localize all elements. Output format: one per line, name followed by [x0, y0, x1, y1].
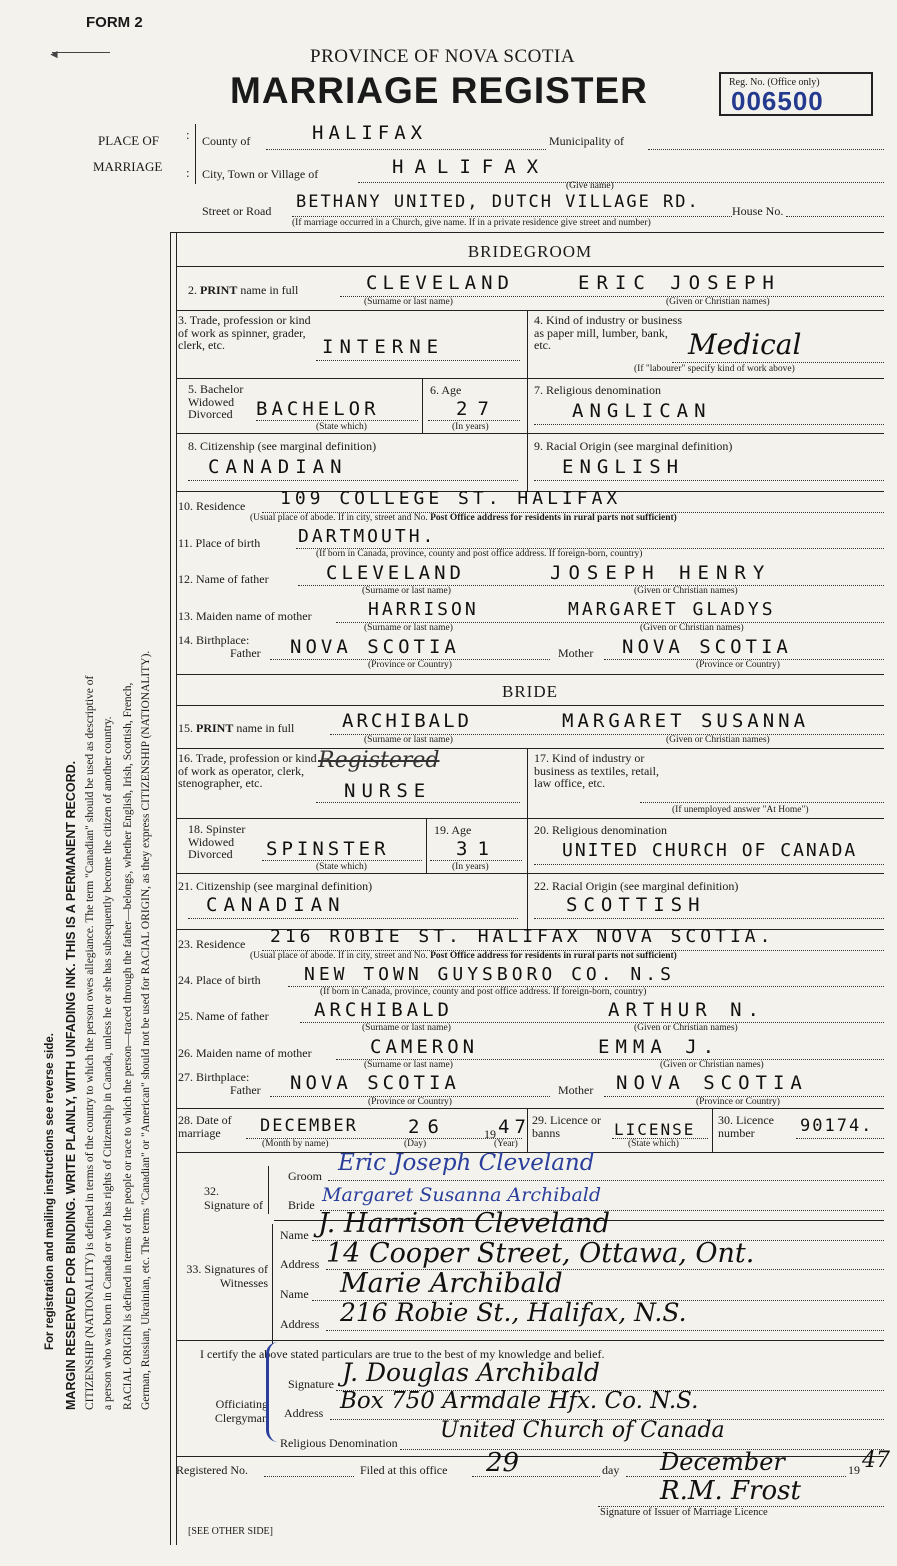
witness2-address: 216 Robie St., Halifax, N.S.: [340, 1298, 687, 1327]
groom-sig-label: Groom: [288, 1169, 322, 1183]
registered-no-line: [264, 1476, 354, 1477]
filed-label: Filed at this office: [360, 1463, 448, 1477]
house-no-label: House No.: [732, 204, 784, 218]
groom-birthplace-father: NOVA SCOTIA: [290, 636, 460, 658]
groom-mother-given: MARGARET GLADYS: [568, 599, 776, 620]
marriage-day: 26: [408, 1116, 447, 1138]
year-note: (Year): [494, 1139, 518, 1149]
groom-given: ERIC JOSEPH: [578, 272, 781, 294]
given-note: (Given or Christian names): [666, 297, 770, 307]
groom-mother-surname: HARRISON: [368, 599, 479, 620]
groom-racial: ENGLISH: [562, 456, 685, 478]
bride-residence: 216 ROBIE ST. HALIFAX NOVA SCOTIA.: [270, 926, 775, 947]
marriage-year: 47: [498, 1116, 531, 1138]
date-label: 28. Date of marriage: [178, 1113, 232, 1140]
witness2-name-label: Name: [280, 1287, 309, 1301]
clergy-address-label: Address: [284, 1406, 324, 1420]
given-note-4: (Given or Christian names): [666, 735, 770, 745]
witness1-name-label: Name: [280, 1228, 309, 1242]
witness2-address-line: [326, 1330, 884, 1331]
bride-racial-line: [534, 918, 884, 919]
brace-colon-2: :: [186, 165, 190, 180]
groom-birthplace-father-label: Father: [230, 646, 261, 660]
witness2-address-label: Address: [280, 1317, 320, 1331]
bride-status-label: 18. Spinster Widowed Divorced: [188, 822, 246, 861]
county-line: [266, 149, 546, 150]
margin-instructions: [0, 0, 170, 1566]
filed-day: 29: [486, 1448, 520, 1478]
groom-status: BACHELOR: [256, 398, 380, 420]
bride-mother-given: EMMA J.: [598, 1036, 721, 1058]
bride-trade: NURSE: [344, 780, 432, 802]
province-note-2: (Province or Country): [696, 660, 780, 670]
arrow-head-icon: ◄: [48, 47, 60, 61]
reg-no: 006500: [731, 86, 824, 116]
licence-number: 90174.: [800, 1116, 874, 1136]
rule: [176, 310, 884, 311]
municipality-line: [648, 149, 884, 150]
surname-note-5: (Surname or last name): [362, 1023, 451, 1033]
bride-title: BRIDE: [502, 682, 558, 701]
groom-industry: Medical: [688, 328, 802, 361]
bride-birthplace-mother-label: Mother: [558, 1083, 594, 1097]
bride-given: MARGARET SUSANNA: [562, 710, 810, 732]
groom-trade-label: 3. Trade, profession or kind of work as spinner, grader, clerk, etc.: [178, 313, 311, 352]
groom-religion-line: [534, 424, 884, 425]
bride-birth: NEW TOWN GUYSBORO CO. N.S: [304, 964, 675, 985]
rule: [527, 748, 528, 818]
house-no-line: [786, 216, 884, 217]
groom-residence: 109 COLLEGE ST. HALIFAX: [280, 488, 622, 509]
groom-age-label: 6. Age: [430, 383, 462, 397]
bride-religion: UNITED CHURCH OF CANADA: [562, 840, 858, 861]
bride-residence-label: 23. Residence: [178, 937, 246, 951]
licence-type: LICENSE: [614, 1120, 696, 1139]
issuer-label: Signature of Issuer of Marriage Licence: [600, 1507, 768, 1518]
clergy-denomination: United Church of Canada: [440, 1418, 725, 1443]
groom-birthplace-mother-label: Mother: [558, 646, 594, 660]
clergy-denomination-label: Religious Denomination: [280, 1436, 398, 1450]
city-value: HALIFAX: [392, 156, 550, 178]
street-note: (If marriage occurred in a Church, give name. If in a private residence give street and number): [292, 218, 651, 228]
bride-trade-label: 16. Trade, profession or kind of work as operator, clerk, stenographer, etc.: [178, 751, 317, 790]
form-title: MARRIAGE REGISTER: [230, 70, 648, 111]
rule: [176, 378, 884, 379]
groom-age: 27: [456, 398, 499, 420]
city-line: [358, 182, 884, 183]
birth-note: (If born in Canada, province, county and post office address. If foreign-born, country): [316, 549, 643, 559]
surname-note-3: (Surname or last name): [364, 623, 453, 633]
groom-citizenship: CANADIAN: [208, 456, 348, 478]
witness1-name: J. Harrison Cleveland: [318, 1208, 610, 1239]
witness1-address-label: Address: [280, 1257, 320, 1271]
bride-birthplace-father: NOVA SCOTIA: [290, 1072, 460, 1094]
groom-sig-line: [328, 1180, 884, 1181]
province-note-3: (Province or Country): [368, 1097, 452, 1107]
province-note-1: (Province or Country): [368, 660, 452, 670]
bride-mother-surname: CAMERON: [370, 1036, 479, 1058]
rule: [426, 818, 427, 873]
margin-line-4: a person who was born in Canada or who has rights of Citizenship in Canada, unless he or she has subsequently become the citizen of another country.: [102, 716, 114, 1410]
state-which-note-2: (State which): [316, 862, 367, 872]
bride-status: SPINSTER: [266, 838, 390, 860]
bride-signature: Margaret Susanna Archibald: [322, 1184, 602, 1206]
year-prefix: 19: [484, 1127, 496, 1141]
bride-father-given: ARTHUR N.: [608, 999, 765, 1021]
see-other-side: [SEE OTHER SIDE]: [188, 1526, 273, 1537]
marriage-month: DECEMBER: [260, 1116, 358, 1136]
margin-line-5: RACIAL ORIGIN is defined in terms of the people or race to which the person—traced through the father—belongs, whether English, Irish, Scottish, French,: [122, 682, 134, 1410]
groom-racial-label: 9. Racial Origin (see marginal definition): [534, 439, 733, 453]
witness2-name: Marie Archibald: [340, 1268, 563, 1299]
issuer-signature: R.M. Frost: [660, 1476, 801, 1506]
bride-religion-label: 20. Religious denomination: [534, 823, 667, 837]
month-note: (Month by name): [262, 1139, 329, 1149]
licence-label: 29. Licence or banns: [532, 1113, 601, 1140]
given-note-5: (Given or Christian names): [634, 1023, 738, 1033]
bride-birthplace-father-label: Father: [230, 1083, 261, 1097]
groom-status-line: [256, 420, 418, 421]
street-label: Street or Road: [202, 204, 272, 218]
bride-father-surname: ARCHIBALD: [314, 999, 453, 1021]
bride-industry-note: (If unemployed answer "At Home"): [672, 805, 809, 815]
rule: [527, 873, 528, 929]
given-note-6: (Given or Christian names): [660, 1060, 764, 1070]
day-note: (Day): [404, 1139, 427, 1149]
rule: [422, 378, 423, 433]
surname-note-2: (Surname or last name): [362, 586, 451, 596]
clergy-denomination-line: [400, 1449, 884, 1450]
groom-birth-label: 11. Place of birth: [178, 536, 261, 550]
reg-no-box: [719, 72, 873, 116]
rule: [176, 266, 884, 267]
rule: [176, 1108, 884, 1109]
rule: [176, 1340, 884, 1341]
sig-brace: [268, 1166, 269, 1214]
witness-brace: [272, 1224, 273, 1344]
margin-line-1: For registration and mailing instructions see reverse side.: [44, 1033, 56, 1350]
groom-citizenship-line: [188, 480, 518, 481]
groom-father-given: JOSEPH HENRY: [550, 562, 772, 584]
footer-year-prefix: 19: [848, 1463, 860, 1477]
county-label: County of: [202, 134, 251, 148]
groom-trade: INTERNE: [322, 336, 445, 358]
rule: [527, 310, 528, 378]
groom-father-surname: CLEVELAND: [326, 562, 465, 584]
street-line: [292, 216, 732, 217]
age-note-2: (In years): [452, 862, 489, 872]
filed-day-line: [472, 1476, 600, 1477]
city-label: City, Town or Village of: [202, 167, 319, 181]
form-left-border-inner: [176, 232, 177, 1545]
bride-religion-line: [534, 864, 884, 865]
day-label: day: [602, 1463, 620, 1477]
surname-note-6: (Surname or last name): [364, 1060, 453, 1070]
bride-age: 31: [456, 838, 499, 860]
form-top-border: [170, 232, 884, 233]
bride-industry-line: [640, 802, 884, 803]
groom-industry-label: 4. Kind of industry or business as paper mill, lumber, bank, etc.: [534, 313, 682, 352]
groom-trade-line: [316, 360, 520, 361]
rule: [176, 748, 884, 749]
rule: [712, 1108, 713, 1152]
place-brace-line: [195, 124, 196, 184]
filed-month: December: [660, 1448, 785, 1476]
groom-name-label: 2. PRINT name in full: [188, 283, 299, 297]
bride-birthplace-label: 27. Birthplace:: [178, 1070, 250, 1084]
groom-citizenship-label: 8. Citizenship (see marginal definition): [188, 439, 377, 453]
bride-birthplace-mother: NOVA SCOTIA: [616, 1072, 808, 1094]
groom-age-line: [428, 420, 520, 421]
rule: [527, 1108, 528, 1152]
groom-birthplace-mother: NOVA SCOTIA: [622, 636, 792, 658]
birth-note-2: (If born in Canada, province, county and post office address. If foreign-born, country): [320, 987, 647, 997]
surname-note-4: (Surname or last name): [364, 735, 453, 745]
groom-father-label: 12. Name of father: [178, 572, 269, 586]
rule: [527, 818, 528, 873]
groom-mother-label: 13. Maiden name of mother: [178, 609, 312, 623]
bride-racial-label: 22. Racial Origin (see marginal definition): [534, 879, 739, 893]
bride-citizenship-label: 21. Citizenship (see marginal definition): [178, 879, 373, 893]
rule: [176, 818, 884, 819]
groom-industry-note: (If "labourer" specify kind of work above): [634, 364, 795, 374]
bride-name-label: 15. PRINT name in full: [178, 721, 295, 735]
margin-line-6: German, Russian, Ukrainian, etc. The terms "Canadian" or "American" should not be used for RACIAL ORIGIN, as they express CITIZENSHIP (NATIONALITY).: [140, 650, 152, 1410]
margin-line-2: MARGIN RESERVED FOR BINDING. WRITE PLAINLY, WITH UNFADING INK. THIS IS A PERMANENT RECORD.: [64, 760, 78, 1410]
groom-residence-label: 10. Residence: [178, 499, 246, 513]
rule: [176, 873, 884, 874]
bride-sig-label: Bride: [288, 1198, 315, 1212]
residence-note: (Usual place of abode. If in city, street and No. Post Office address for residents in rural parts not sufficient): [250, 513, 677, 523]
groom-racial-line: [534, 480, 884, 481]
bride-trade-line: [316, 802, 520, 803]
county-value: HALIFAX: [312, 122, 428, 144]
licence-number-label: 30. Licence number: [718, 1113, 774, 1140]
clergy-bracket-mark: [266, 1342, 289, 1442]
witness1-address: 14 Cooper Street, Ottawa, Ont.: [326, 1238, 755, 1269]
reg-no-label: Reg. No. (Office only): [729, 77, 820, 88]
officiating-label: Officiating Clergyman: [214, 1397, 268, 1425]
bride-surname: ARCHIBALD: [342, 710, 472, 732]
municipality-label: Municipality of: [549, 134, 624, 148]
bride-birth-label: 24. Place of birth: [178, 973, 261, 987]
place-of-label: PLACE OF: [98, 133, 160, 148]
given-note-3: (Given or Christian names): [640, 623, 744, 633]
sig-32-label: 32. Signature of: [204, 1184, 263, 1212]
groom-industry-line: [672, 362, 884, 363]
province-note-4: (Province or Country): [696, 1097, 780, 1107]
bride-age-line: [430, 860, 522, 861]
rule: [176, 674, 884, 675]
street-value: BETHANY UNITED, DUTCH VILLAGE RD.: [296, 192, 700, 212]
groom-birth: DARTMOUTH.: [298, 526, 437, 547]
state-which-note-3: (State which): [628, 1139, 679, 1149]
province-title: PROVINCE OF NOVA SCOTIA: [310, 46, 576, 67]
state-which-note: (State which): [316, 422, 367, 432]
residence-note-2: (Usual place of abode. If in city, street and No. Post Office address for residents in rural parts not sufficient): [250, 951, 677, 961]
bride-citizenship-line: [188, 918, 518, 919]
age-note: (In years): [452, 422, 489, 432]
margin-line-3: CITIZENSHIP (NATIONALITY) is defined in terms of the country to which the person owes allegiance. The term "Canadian" should be used as descriptive of: [84, 675, 96, 1410]
rule: [176, 705, 884, 706]
bridegroom-title: BRIDEGROOM: [467, 242, 593, 261]
form-left-border: [170, 232, 171, 1545]
surname-note: (Surname or last name): [364, 297, 453, 307]
bride-age-label: 19. Age: [434, 823, 472, 837]
groom-status-label: 5. Bachelor Widowed Divorced: [188, 382, 244, 421]
clergy-address: Box 750 Armdale Hfx. Co. N.S.: [340, 1388, 699, 1414]
bride-citizenship: CANADIAN: [206, 894, 346, 916]
bride-industry-label: 17. Kind of industry or business as textiles, retail, law office, etc.: [534, 751, 659, 790]
sig-33-label: 33. Signatures of Witnesses: [186, 1262, 268, 1290]
rule: [176, 433, 884, 434]
bride-racial: SCOTTISH: [566, 894, 706, 916]
groom-birthplace-label: 14. Birthplace:: [178, 633, 250, 647]
licence-number-line: [796, 1138, 884, 1139]
certify-text: I certify the above stated particulars are true to the best of my knowledge and belief.: [200, 1347, 605, 1361]
groom-signature: Eric Joseph Cleveland: [338, 1150, 595, 1176]
rule: [527, 378, 528, 433]
groom-religion-label: 7. Religious denomination: [534, 383, 661, 397]
bride-mother-label: 26. Maiden name of mother: [178, 1046, 312, 1060]
filed-year: 47: [862, 1448, 890, 1473]
bride-status-line: [262, 860, 422, 861]
groom-religion: ANGLICAN: [572, 400, 712, 422]
clergy-signature: J. Douglas Archibald: [342, 1358, 600, 1387]
registered-no-label: Registered No.: [176, 1463, 248, 1477]
groom-surname: CLEVELAND: [366, 272, 514, 294]
given-note-2: (Given or Christian names): [634, 586, 738, 596]
form-number: FORM 2: [86, 14, 143, 31]
give-name-note: (Give name): [566, 181, 614, 191]
clergy-sig-label: Signature: [288, 1377, 334, 1391]
marriage-label: MARRIAGE: [93, 159, 163, 174]
bride-trade-struck: Registered: [318, 748, 440, 773]
rule: [527, 433, 528, 491]
bride-father-label: 25. Name of father: [178, 1009, 269, 1023]
brace-colon-1: :: [186, 127, 190, 142]
